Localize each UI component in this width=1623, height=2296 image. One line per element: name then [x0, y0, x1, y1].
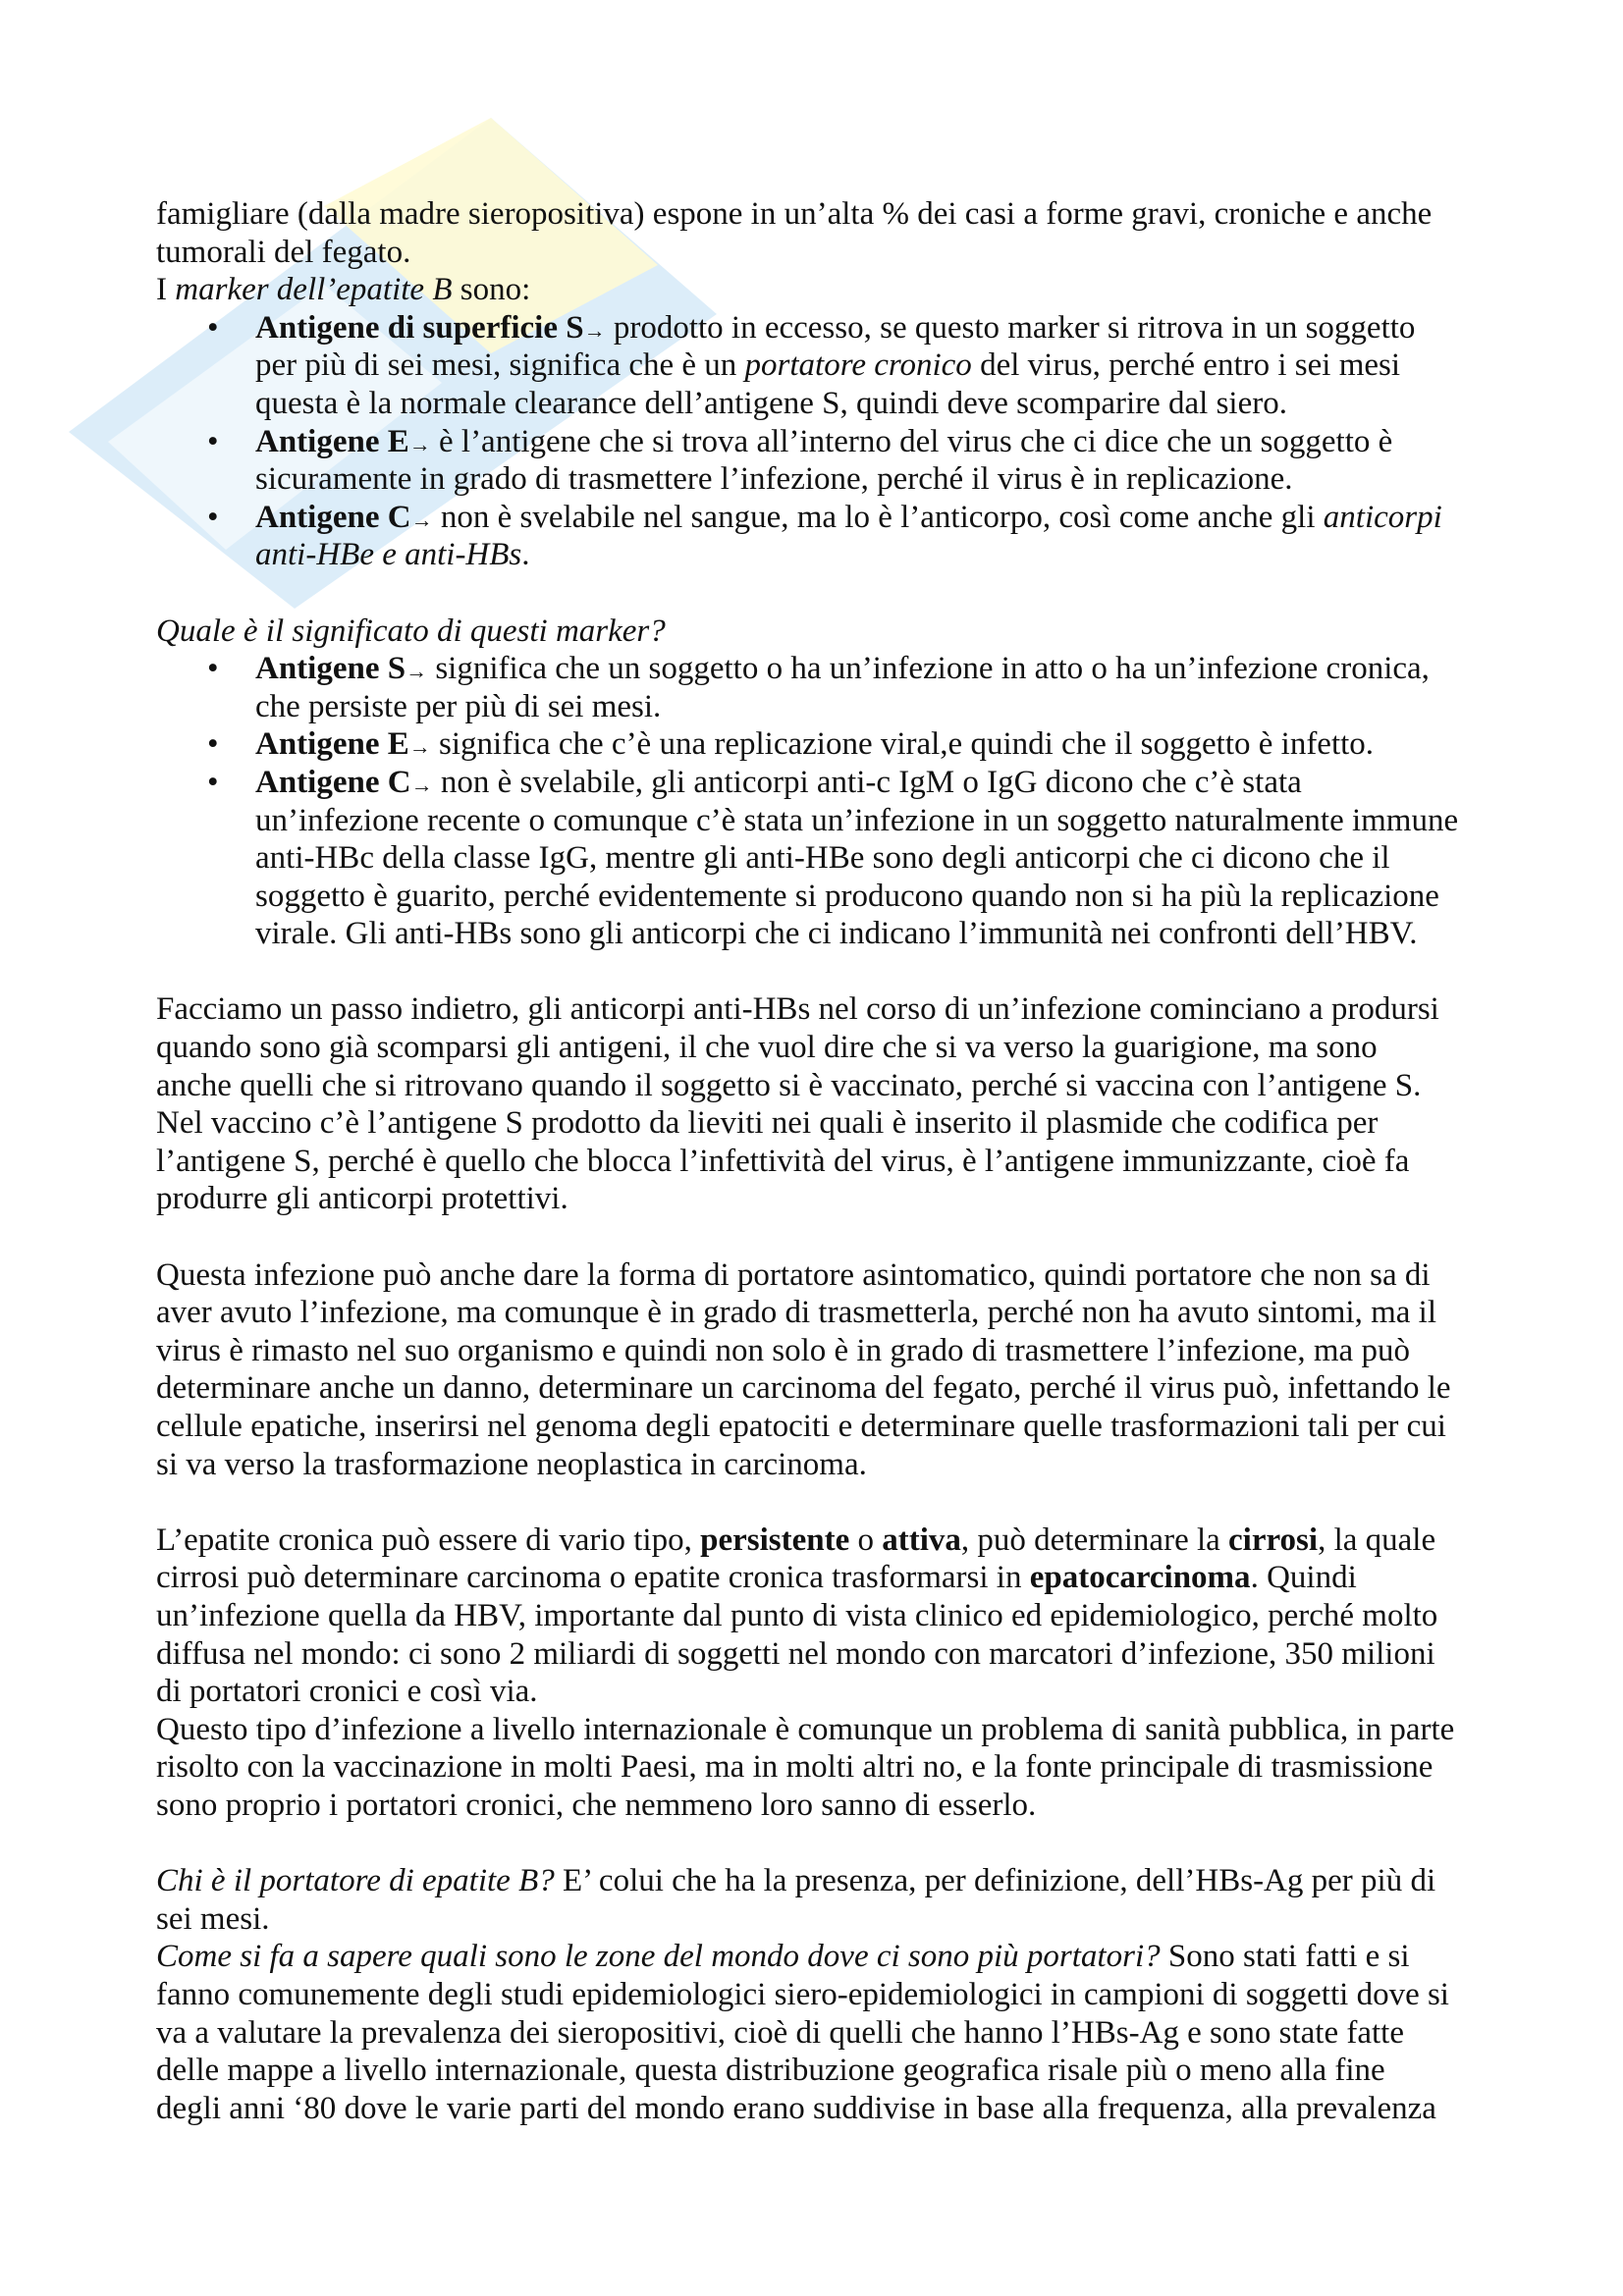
bullet-list: [156, 650, 1491, 953]
blank-line: [156, 1483, 1491, 1522]
text-run: si va verso la trasformazione neoplastica in carcinoma.: [156, 1446, 867, 1482]
document-body: [156, 195, 1491, 2127]
text-line: [156, 460, 1491, 499]
arrow-symbol: →: [406, 659, 428, 684]
blank-line: [156, 953, 1491, 991]
text-line: [156, 915, 1491, 953]
text-line: [156, 1522, 1491, 1560]
text-run: Sono stati fatti e si: [1160, 1939, 1410, 1975]
text-line: [156, 1369, 1491, 1408]
text-run: sei mesi.: [156, 1900, 270, 1937]
text-run: per più di sei mesi, significa che è un: [255, 347, 745, 384]
text-run: quando sono già scomparsi gli antigeni, il che vuol dire che si va verso la guarigione, ma sono: [156, 1030, 1378, 1066]
text-run: Nel vaccino c’è l’antigene S prodotto da lieviti nei quali è inserito il plasmide che codifica per: [156, 1105, 1379, 1142]
text-run: famigliare (dalla madre sieropositiva) espone in un’alta % dei casi a forme gravi, croniche e anche: [156, 196, 1433, 232]
bullet-icon: •: [207, 726, 219, 763]
text-run: Facciamo un passo indietro, gli anticorpi anti-HBs nel corso di un’infezione cominciano a prodursi: [156, 991, 1439, 1028]
text-run: diffusa nel mondo: ci sono 2 miliardi di soggetti nel mondo con marcatori d’infezione, 350 milioni: [156, 1635, 1435, 1672]
text-line: [156, 499, 1491, 537]
text-run: non è svelabile nel sangue, ma lo è l’anticorpo, così come anche gli: [432, 499, 1324, 535]
text-run: , può determinare la: [960, 1522, 1229, 1558]
list-item: [156, 499, 1491, 574]
paragraph: [156, 1522, 1491, 1825]
text-run: degli anni ‘80 dove le varie parti del mondo erano suddivise in base alla frequenza, alla prevalenza: [156, 2090, 1436, 2126]
italic-text: anticorpi: [1323, 499, 1442, 535]
text-line: [156, 1673, 1491, 1711]
text-line: [156, 347, 1491, 385]
text-line: [156, 309, 1491, 347]
paragraph: [156, 1256, 1491, 1484]
text-run: sicuramente in grado di trasmettere l’infezione, perché il virus è in replicazione.: [255, 461, 1293, 498]
text-run: sono proprio i portatori cronici, che nemmeno loro sanno di esserlo.: [156, 1787, 1037, 1823]
italic-text: Quale è il significato di questi marker?: [156, 613, 666, 649]
text-line: [156, 725, 1491, 764]
text-run: o: [849, 1522, 883, 1558]
text-line: [156, 1597, 1491, 1635]
text-run: sono:: [452, 272, 531, 308]
text-run: non è svelabile, gli anticorpi anti-c IgM o IgG dicono che c’è stata: [432, 764, 1302, 800]
list-item: [156, 309, 1491, 423]
text-line: [156, 839, 1491, 878]
text-run: produrre gli anticorpi protettivi.: [156, 1181, 568, 1217]
text-run: risolto con la vaccinazione in molti Paesi, ma in molti altri no, e la fonte principale di trasmissione: [156, 1749, 1434, 1786]
arrow-symbol: →: [408, 734, 431, 760]
text-line: [156, 234, 1491, 272]
text-line: [156, 1332, 1491, 1370]
text-run: che persiste per più di sei mesi.: [255, 688, 662, 724]
bullet-icon: •: [207, 423, 219, 459]
bold-text: persistente: [700, 1522, 850, 1558]
text-line: [156, 1862, 1491, 1900]
text-run: prodotto in eccesso, se questo marker si ritrova in un soggetto: [605, 309, 1416, 346]
text-line: [156, 2090, 1491, 2128]
arrow-symbol: →: [408, 431, 431, 456]
list-item: [156, 423, 1491, 499]
text-line: [156, 1180, 1491, 1218]
text-run: del virus, perché entro i sei mesi: [971, 347, 1401, 384]
bold-text: Antigene E: [255, 423, 409, 459]
bullet-list: [156, 309, 1491, 574]
text-line: [156, 195, 1491, 234]
text-run: virus è rimasto nel suo organismo e quindi non solo è in grado di trasmettere l’infezione, ma può: [156, 1332, 1410, 1368]
text-line: [156, 1446, 1491, 1484]
text-run: L’epatite cronica può essere di vario tipo,: [156, 1522, 701, 1558]
bold-text: Antigene S: [255, 651, 406, 687]
text-line: [156, 1900, 1491, 1939]
text-line: [156, 1711, 1491, 1749]
bullet-icon: •: [207, 651, 219, 687]
text-line: [156, 2014, 1491, 2053]
text-run: tumorali del fegato.: [156, 234, 411, 270]
bullet-icon: •: [207, 309, 219, 346]
text-line: [156, 271, 1491, 309]
paragraph: [156, 1862, 1491, 2127]
blank-line: [156, 1825, 1491, 1863]
text-line: [156, 385, 1491, 423]
text-run: l’antigene S, perché è quello che blocca l’infettività del virus, è l’antigene immunizzante, cioè fa: [156, 1143, 1410, 1179]
text-line: [156, 650, 1491, 688]
text-run: Questa infezione può anche dare la forma di portatore asintomatico, quindi portatore che non sa di: [156, 1256, 1431, 1293]
bold-text: cirrosi: [1228, 1522, 1319, 1558]
text-line: [156, 1635, 1491, 1674]
text-line: [156, 1976, 1491, 2014]
text-line: [156, 1029, 1491, 1067]
text-line: [156, 1067, 1491, 1105]
text-run: , la quale: [1318, 1522, 1436, 1558]
text-line: [156, 1408, 1491, 1446]
text-line: [156, 1559, 1491, 1597]
bold-text: Antigene di superficie S: [255, 309, 584, 346]
list-item: [156, 650, 1491, 725]
text-line: [156, 802, 1491, 840]
text-line: [156, 990, 1491, 1029]
text-run: anche quelli che si ritrovano quando il soggetto si è vaccinato, perché si vaccina con l’antigene S.: [156, 1067, 1422, 1103]
text-line: [156, 764, 1491, 802]
bold-text: attiva: [882, 1522, 961, 1558]
paragraph: [156, 613, 1491, 651]
text-run: virale. Gli anti-HBs sono gli anticorpi che ci indicano l’immunità nei confronti dell’HBV.: [255, 916, 1418, 952]
text-line: [156, 1104, 1491, 1143]
text-run: cellule epatiche, inserirsi nel genoma degli epatociti e determinare quelle trasformazioni tali per cui: [156, 1409, 1446, 1444]
text-run: anti-HBc della classe IgG, mentre gli anti-HBe sono degli anticorpi che ci dicono che il: [255, 840, 1390, 877]
text-line: [156, 1294, 1491, 1332]
text-line: [156, 613, 1491, 651]
bold-text: Antigene E: [255, 726, 409, 763]
italic-text: marker dell’epatite B: [175, 272, 453, 308]
text-run: va a valutare la prevalenza dei sieropositivi, cioè di quelli che hanno l’HBs-Ag e sono state fatte: [156, 2014, 1404, 2051]
text-run: di portatori cronici e così via.: [156, 1674, 538, 1710]
italic-text: portatore cronico: [744, 347, 972, 384]
arrow-symbol: →: [410, 507, 433, 532]
text-line: [156, 1787, 1491, 1825]
text-line: [156, 1748, 1491, 1787]
text-run: significa che c’è una replicazione viral,e quindi che il soggetto è infetto.: [430, 726, 1375, 763]
text-run: determinare anche un danno, determinare un carcinoma del fegato, perché il virus può, infettando le: [156, 1370, 1451, 1407]
arrow-symbol: →: [410, 772, 433, 797]
bold-text: epatocarcinoma: [1029, 1560, 1251, 1596]
text-line: [156, 1143, 1491, 1181]
paragraph: [156, 195, 1491, 309]
text-line: [156, 2052, 1491, 2090]
bullet-icon: •: [207, 499, 219, 535]
list-item: [156, 725, 1491, 764]
italic-text: anti-HBe e anti-HBs: [255, 537, 522, 573]
text-line: [156, 423, 1491, 461]
text-run: significa che un soggetto o ha un’infezione in atto o ha un’infezione cronica,: [427, 651, 1430, 687]
text-run: aver avuto l’infezione, ma comunque è in grado di trasmetterla, perché non ha avuto sintomi, ma il: [156, 1295, 1436, 1331]
text-run: è l’antigene che si trova all’interno del virus che ci dice che un soggetto è: [430, 423, 1393, 459]
text-line: [156, 878, 1491, 916]
text-line: [156, 688, 1491, 726]
text-run: soggetto è guarito, perché evidentemente si producono quando non si ha più la replicazione: [255, 878, 1439, 914]
text-run: fanno comunemente degli studi epidemiologici siero-epidemiologici in campioni di soggetti dove si: [156, 1976, 1449, 2012]
text-run: .: [521, 537, 530, 573]
bullet-icon: •: [207, 764, 219, 800]
text-run: Questo tipo d’infezione a livello internazionale è comunque un problema di sanità pubblica, in parte: [156, 1711, 1455, 1747]
text-line: [156, 536, 1491, 574]
italic-text: Chi è il portatore di epatite B?: [156, 1863, 555, 1899]
text-line: [156, 1938, 1491, 1976]
paragraph: [156, 990, 1491, 1218]
text-run: un’infezione recente o comunque c’è stata un’infezione in un soggetto naturalmente immune: [255, 802, 1459, 838]
blank-line: [156, 1218, 1491, 1256]
text-line: [156, 1256, 1491, 1295]
text-run: . Quindi: [1250, 1560, 1357, 1596]
bold-text: Antigene C: [255, 764, 411, 800]
text-run: questa è la normale clearance dell’antigene S, quindi deve scomparire dal siero.: [255, 385, 1287, 421]
text-run: I: [156, 272, 176, 308]
arrow-symbol: →: [583, 317, 606, 343]
text-run: cirrosi può determinare carcinoma o epatite cronica trasformarsi in: [156, 1560, 1030, 1596]
blank-line: [156, 574, 1491, 613]
italic-text: Come si fa a sapere quali sono le zone del mondo dove ci sono più portatori?: [156, 1939, 1161, 1975]
text-run: E’ colui che ha la presenza, per definizione, dell’HBs-Ag per più di: [554, 1863, 1436, 1899]
text-run: delle mappe a livello internazionale, questa distribuzione geografica risale più o meno alla fine: [156, 2053, 1385, 2089]
list-item: [156, 764, 1491, 953]
bold-text: Antigene C: [255, 499, 411, 535]
text-run: un’infezione quella da HBV, importante dal punto di vista clinico ed epidemiologico, perché molto: [156, 1597, 1438, 1633]
